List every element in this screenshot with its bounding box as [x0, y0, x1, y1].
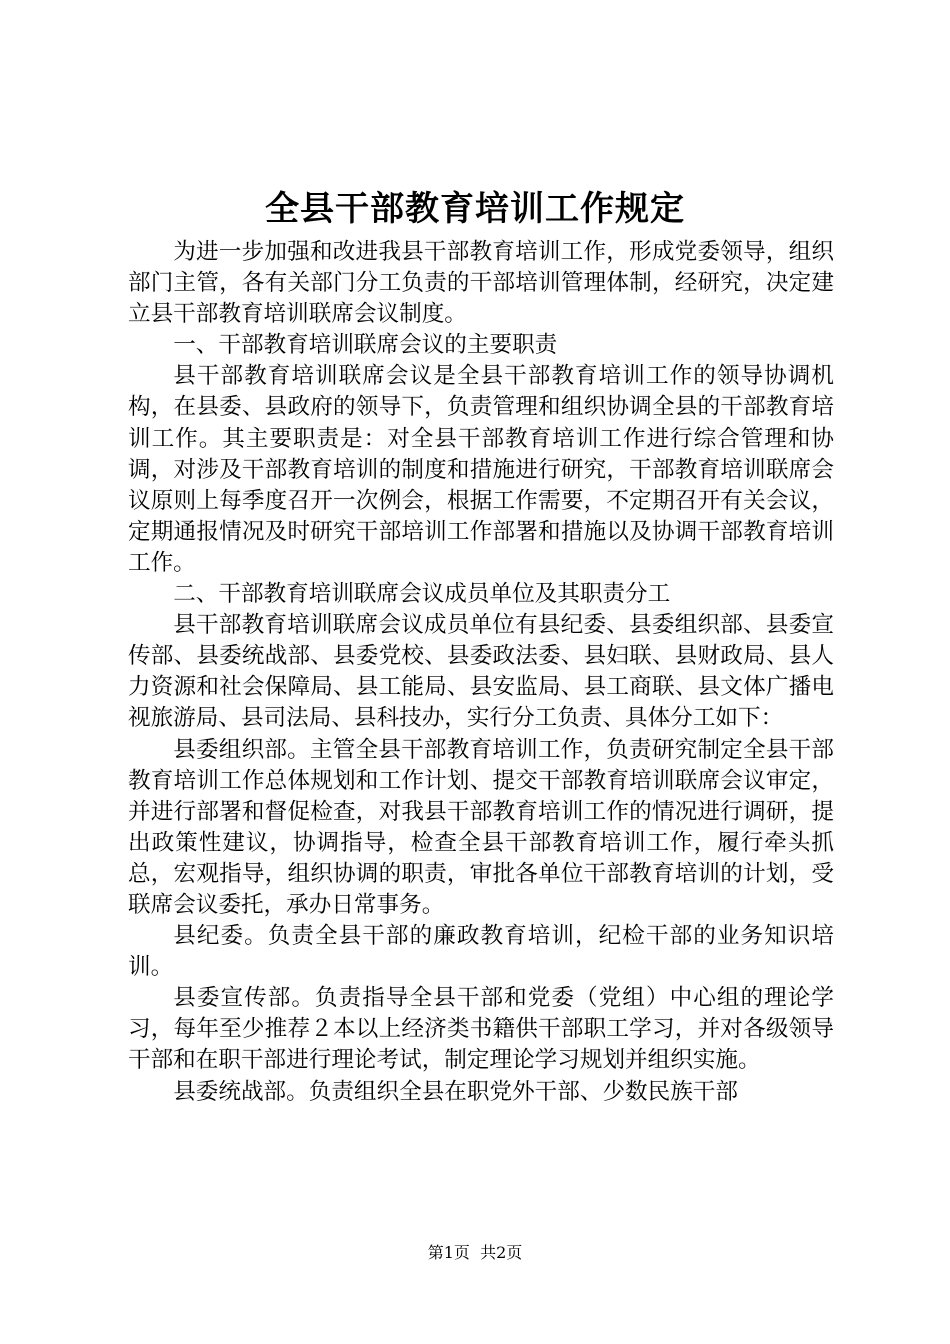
united-front-paragraph: 县委统战部。负责组织全县在职党外干部、少数民族干部 — [173, 1078, 739, 1105]
member-units-paragraph: 县干部教育培训联席会议成员单位有县纪委、县委组织部、县委宣传部、县委统战部、县委党校、县委政法委、县妇联、县财政局、县人力资源和社会保障局、县工能局、县安监局、县工商联、县文体广播电视旅游局、县司法局、县科技办，实行分工负责、具体分工如下： — [128, 612, 834, 732]
document-body — [128, 237, 834, 1108]
page-number: 第1页 — [427, 1243, 470, 1262]
page-total: 共2页 — [480, 1243, 523, 1262]
document-title: 全县干部教育培训工作规定 — [265, 189, 685, 229]
section-1-paragraph: 县干部教育培训联席会议是全县干部教育培训工作的领导协调机构，在县委、县政府的领导下，负责管理和组织协调全县的干部教育培训工作。其主要职责是：对全县干部教育培训工作进行综合管理和协调，对涉及干部教育培训的制度和措施进行研究，干部教育培训联席会议原则上每季度召开一次例会，根据工作需要，不定期召开有关会议，定期通报情况及时研究干部培训工作部署和措施以及协调干部教育培训工作。 — [128, 363, 834, 576]
section-heading-1: 一、干部教育培训联席会议的主要职责 — [173, 332, 558, 359]
intro-paragraph: 为进一步加强和改进我县干部教育培训工作，形成党委领导，组织部门主管，各有关部门分工负责的干部培训管理体制，经研究，决定建立县干部教育培训联席会议制度。 — [128, 239, 834, 328]
publicity-dept-paragraph: 县委宣传部。负责指导全县干部和党委（党组）中心组的理论学习，每年至少推荐２本以上经济类书籍供干部职工学习，并对各级领导干部和在职干部进行理论考试，制定理论学习规划并组织实施。 — [128, 985, 834, 1074]
section-heading-2: 二、干部教育培训联席会议成员单位及其职责分工 — [173, 581, 671, 608]
page-footer — [0, 1241, 950, 1265]
discipline-committee-paragraph: 县纪委。负责全县干部的廉政教育培训，纪检干部的业务知识培训。 — [128, 923, 834, 981]
organization-dept-paragraph: 县委组织部。主管全县干部教育培训工作，负责研究制定全县干部教育培训工作总体规划和工作计划、提交干部教育培训联席会议审定，并进行部署和督促检查，对我县干部教育培训工作的情况进行调研，提出政策性建议，协调指导，检查全县干部教育培训工作，履行牵头抓总，宏观指导，组织协调的职责，审批各单位干部教育培训的计划，受联席会议委托，承办日常事务。 — [128, 736, 834, 918]
